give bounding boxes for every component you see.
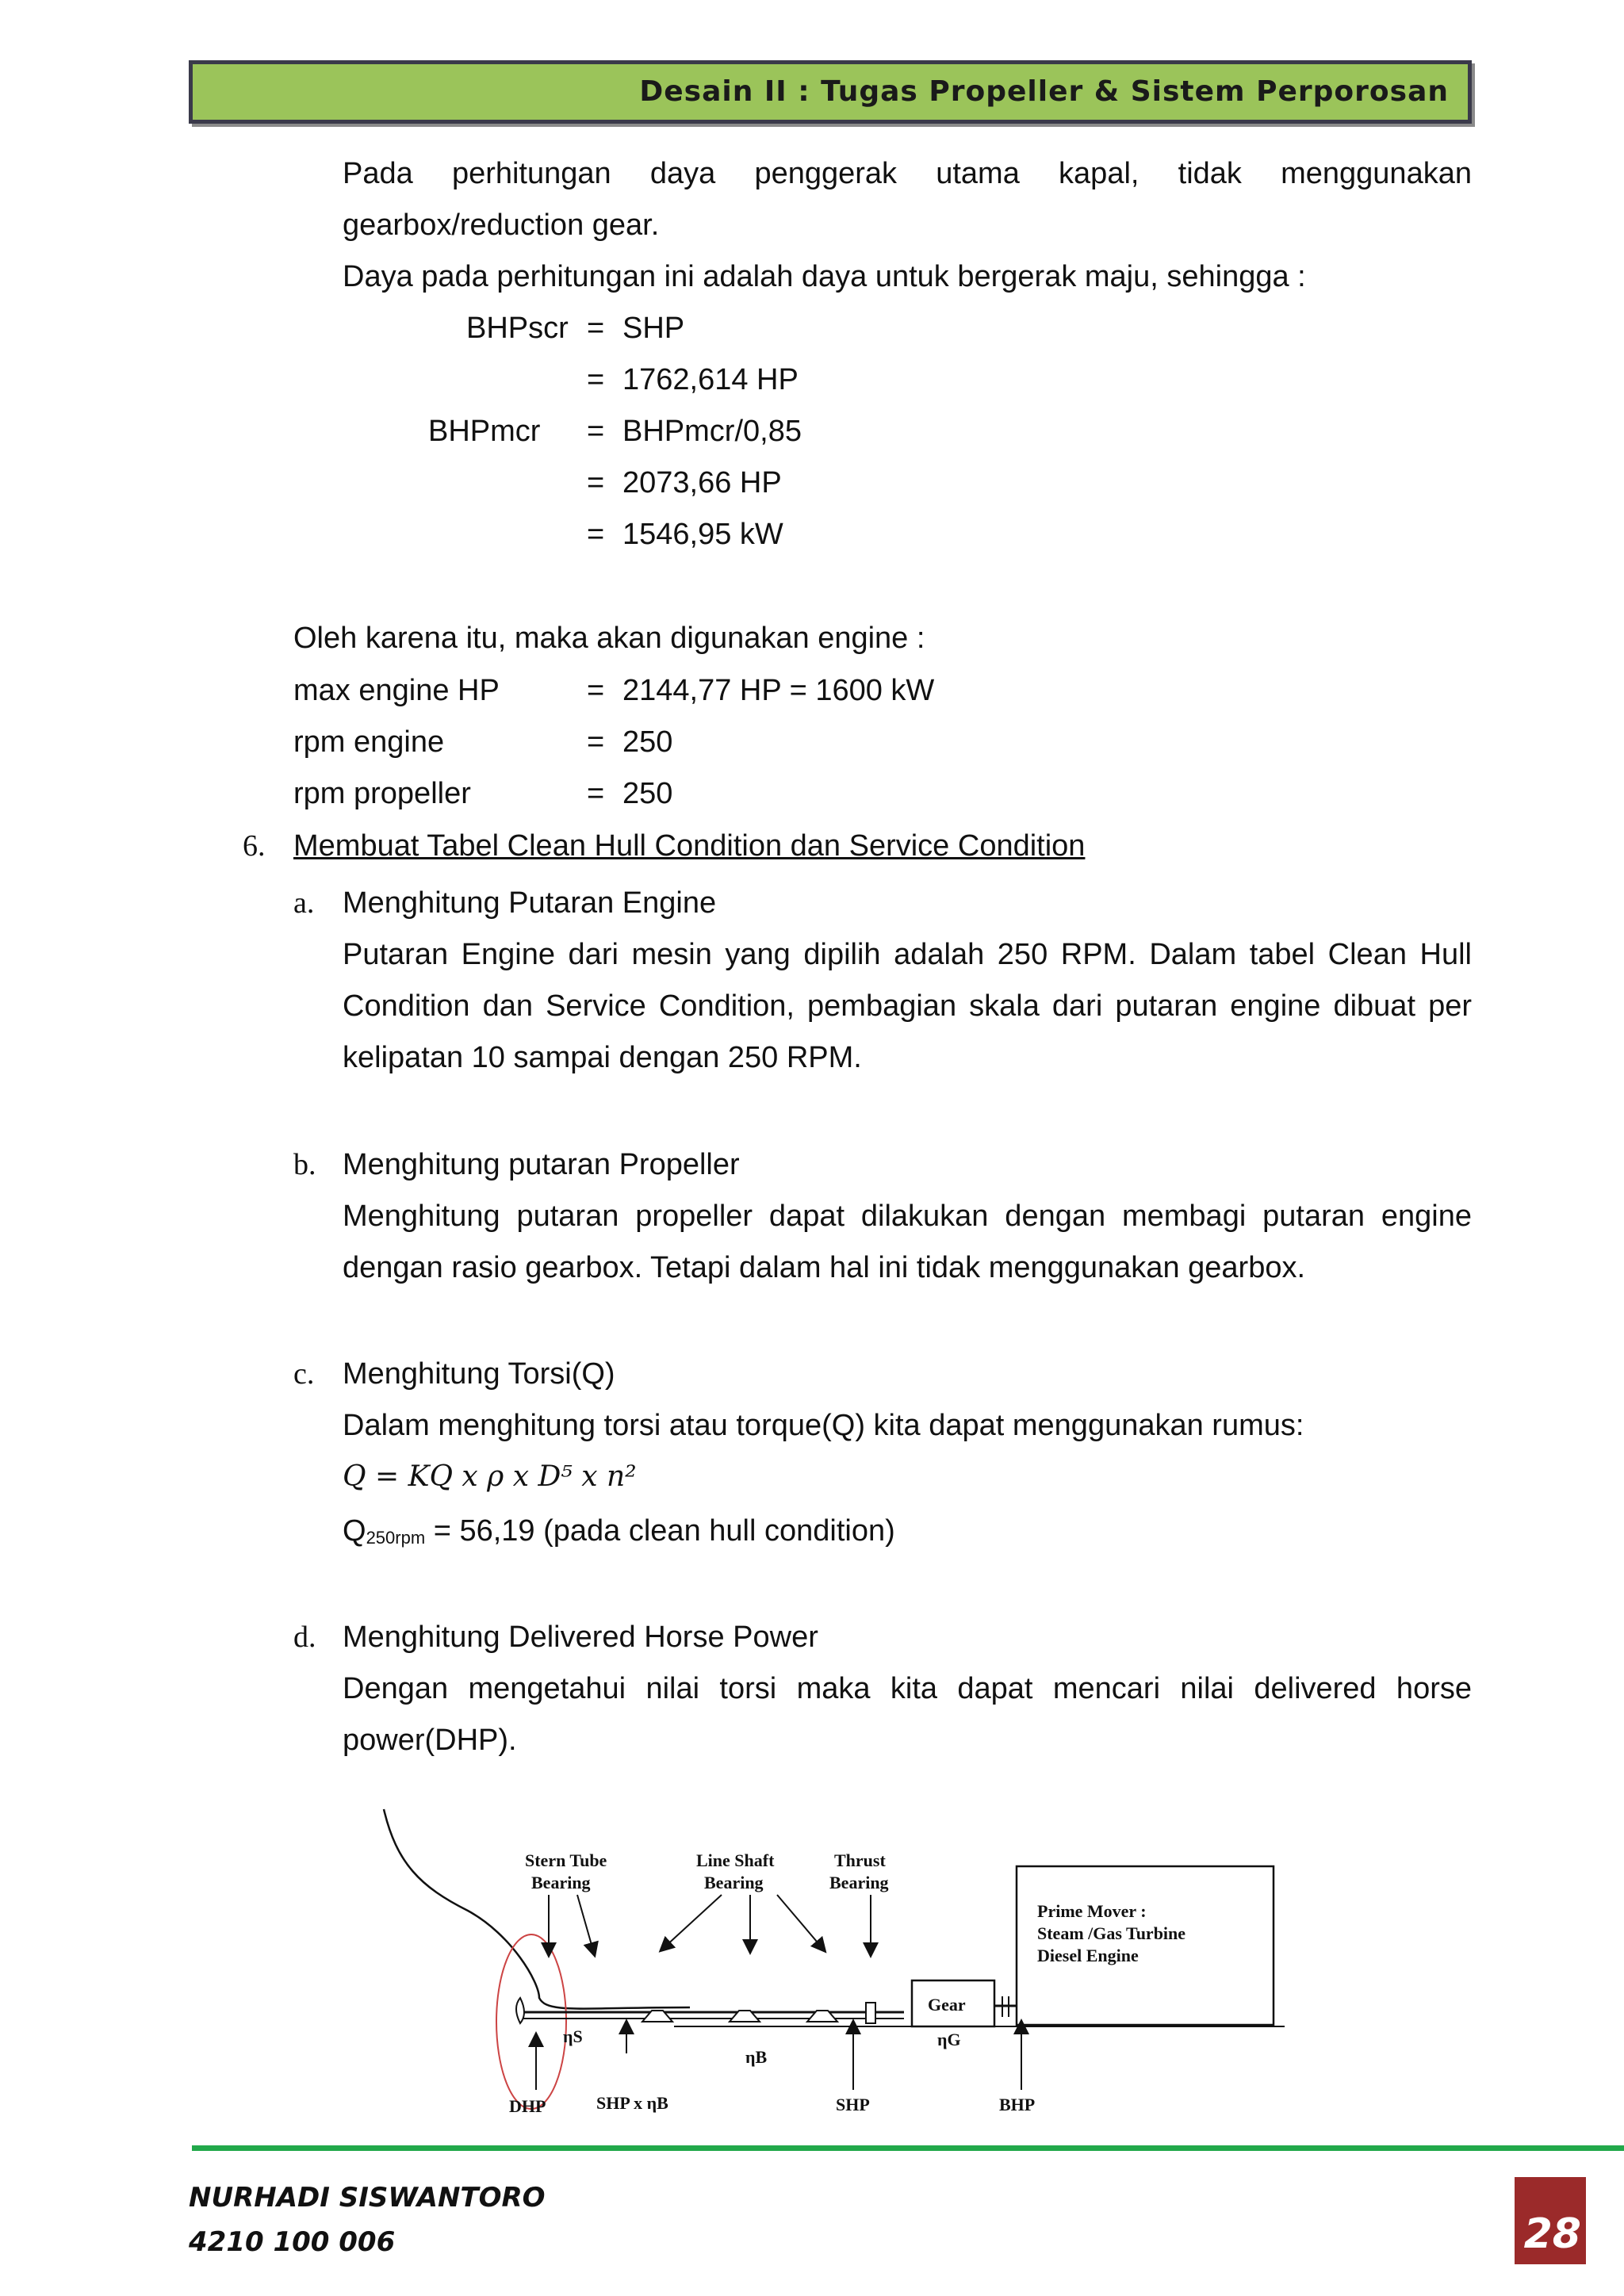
q-subscript: 250rpm [366,1528,426,1548]
prime-mover-label: Prime Mover : [1037,1901,1147,1921]
section-number: 6. [243,829,266,863]
engine-value: 250 [622,725,673,759]
calc-eq: = [587,415,605,448]
engine-label: rpm propeller [293,777,471,810]
thrust-block [866,2003,875,2023]
propeller-icon [516,1998,524,2023]
engine-intro: Oleh karena itu, maka akan digunakan engine : [293,622,925,655]
word: daya [649,157,716,190]
bhp-label: BHP [999,2095,1036,2114]
paragraph-line: Menghitung putaran propeller dapat dilakukan dengan membagi putaran engine [343,1200,1472,1233]
paragraph-line: Dalam menghitung torsi atau torque(Q) kita dapat menggunakan rumus: [343,1409,1304,1442]
calc-eq: = [587,363,605,396]
intro-line-2: gearbox/reduction gear. [343,209,660,242]
line-shaft-label: Line Shaft [696,1850,775,1870]
arrow-icon [777,1895,822,1947]
dhp-label: DHP [509,2096,546,2116]
engine-label: rpm engine [293,725,445,759]
calc-eq: = [587,466,605,499]
q-symbol: Q [343,1514,366,1548]
eta-s-label: ηS [563,2026,583,2046]
eta-g-label: ηG [937,2030,961,2049]
calc-value: 2073,66 HP [622,466,782,499]
word: penggerak [754,157,898,190]
arrow-icon [665,1895,722,1947]
section-title: Membuat Tabel Clean Hull Condition dan Service Condition [293,829,1086,863]
stern-tube-label: Bearing [531,1873,591,1892]
paragraph-line: kelipatan 10 sampai dengan 250 RPM. [343,1041,862,1074]
paragraph-line: power(DHP). [343,1724,517,1757]
engine-value: 2144,77 HP = 1600 kW [622,674,935,707]
calc-label-bhpscr: BHPscr [466,312,569,345]
word: tidak [1178,157,1242,190]
shp-label: SHP [836,2095,870,2114]
page-number-badge [1515,2177,1586,2264]
engine-eq: = [587,674,605,707]
gear-label: Gear [928,1995,966,2015]
item-title-d: Menghitung Delivered Horse Power [343,1621,818,1654]
intro-line-3: Daya pada perhitungan ini adalah daya untuk bergerak maju, sehingga : [343,260,1306,293]
item-marker-d: d. [293,1621,316,1654]
calc-eq: = [587,518,605,551]
word: menggunakan [1281,157,1472,190]
paragraph-line: Putaran Engine dari mesin yang dipilih adalah 250 RPM. Dalam tabel Clean Hull [343,938,1472,971]
item-title-b: Menghitung putaran Propeller [343,1148,740,1181]
q-value: = 56,19 (pada clean hull condition) [425,1514,895,1548]
line-shaft-label: Bearing [704,1873,764,1892]
calc-eq: = [587,312,605,345]
engine-eq: = [587,777,605,810]
word: kapal, [1059,157,1139,190]
shaft-system-diagram [373,1800,1293,2117]
arrow-icon [577,1895,593,1950]
author-id: 4210 100 006 [189,2226,396,2258]
paragraph-line: Dengan mengetahui nilai torsi maka kita dapat mencari nilai delivered horse [343,1672,1472,1705]
calc-value: BHPmcr/0,85 [622,415,802,448]
page-number: 28 [1523,2210,1581,2258]
item-marker-a: a. [293,886,315,920]
item-marker-b: b. [293,1148,316,1181]
word: Pada [343,157,413,190]
header-banner [189,60,1472,124]
propeller-highlight [496,1934,566,2109]
word: utama [936,157,1020,190]
calc-value: 1546,95 kW [622,518,783,551]
footer-divider [192,2145,1624,2151]
calc-label-bhpmcr: BHPmcr [428,415,541,448]
shp-eta-label: SHP x ηB [596,2093,668,2113]
torque-formula: Q = KQ x ρ x D⁵ x n² [343,1460,637,1493]
word: perhitungan [451,157,611,190]
paragraph-line: Condition dan Service Condition, pembagian skala dari putaran engine dibuat per [343,989,1472,1023]
calc-value: 1762,614 HP [622,363,799,396]
engine-eq: = [587,725,605,759]
item-marker-c: c. [293,1357,315,1391]
hull-outline [384,1809,690,2009]
thrust-label: Bearing [829,1873,889,1892]
author-name: NURHADI SISWANTORO [189,2182,546,2214]
prime-mover-label: Steam /Gas Turbine [1037,1923,1186,1943]
stern-tube-label: Stern Tube [525,1850,607,1870]
torque-result [343,1511,895,1558]
thrust-label: Thrust [834,1850,886,1870]
prime-mover-label: Diesel Engine [1037,1946,1139,1965]
engine-label: max engine HP [293,674,500,707]
calc-value: SHP [622,312,685,345]
intro-line-1 [343,154,1472,193]
item-title-c: Menghitung Torsi(Q) [343,1357,615,1391]
paragraph-line: dengan rasio gearbox. Tetapi dalam hal ini tidak menggunakan gearbox. [343,1251,1306,1284]
header-title: Desain II : Tugas Propeller & Sistem Perporosan [639,75,1449,108]
eta-b-label: ηB [745,2047,768,2067]
engine-value: 250 [622,777,673,810]
item-title-a: Menghitung Putaran Engine [343,886,717,920]
